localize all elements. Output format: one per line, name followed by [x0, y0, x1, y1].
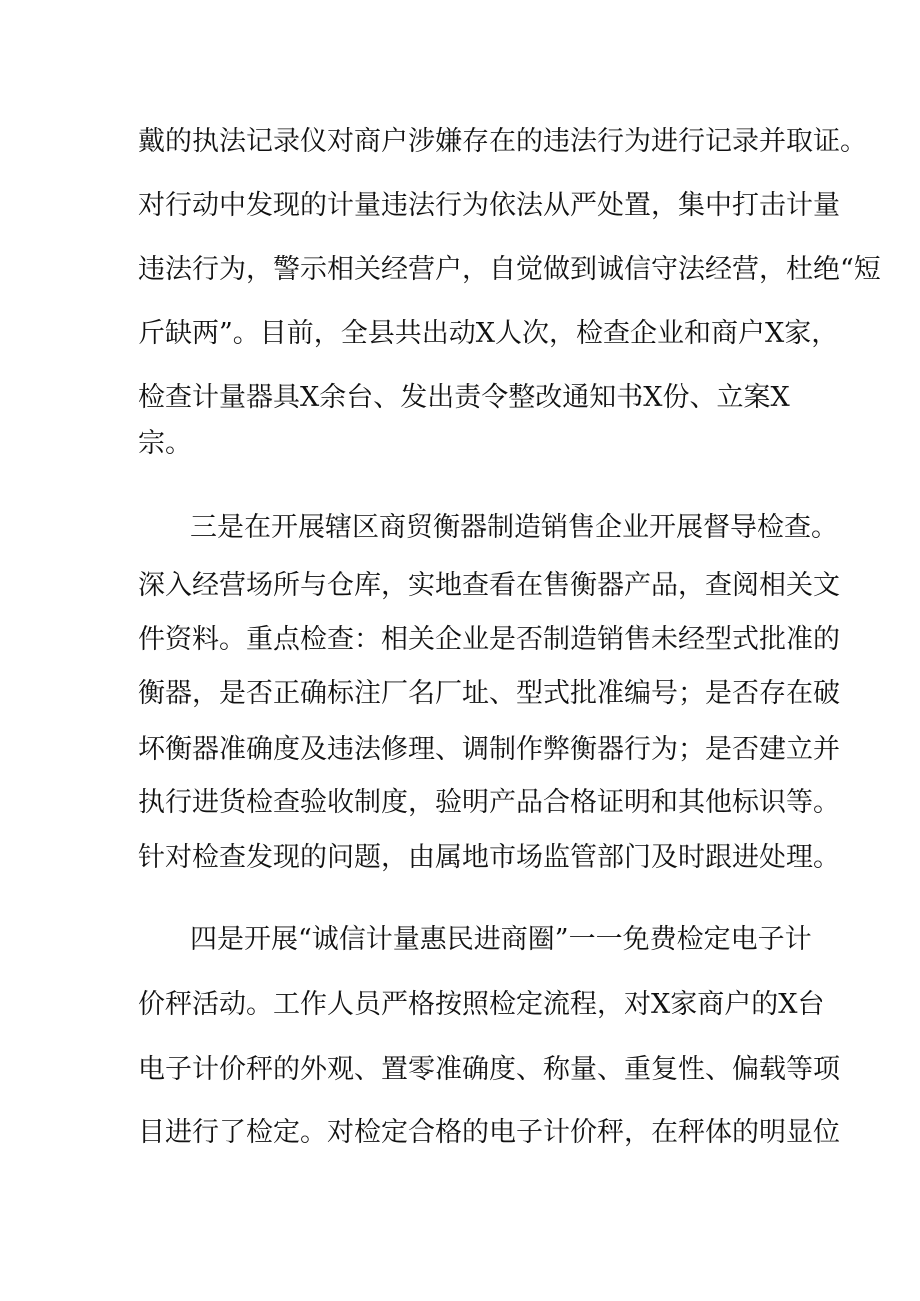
text-line: 目进行了检定。对检定合格的电子计价秤，在秤体的明显位 — [138, 1117, 840, 1148]
text-line: 坏衡器准确度及违法修理、调制作弊衡器行为；是否建立并 — [138, 734, 840, 765]
text-line: 戴的执法记录仪对商户涉嫌存在的违法行为进行记录并取证。 — [138, 126, 867, 157]
paragraph-first-line: 四是开展“诚信计量惠民进商圈”一一免费检定电子计 — [190, 924, 812, 955]
text-line: 件资料。重点检查：相关企业是否制造销售未经型式批准的 — [138, 624, 840, 655]
text-line: 深入经营场所与仓库，实地查看在售衡器产品，查阅相关文 — [138, 570, 840, 601]
text-line: 违法行为，警示相关经营户，自觉做到诚信守法经营，杜绝“短 — [138, 254, 881, 285]
text-line: 针对检查发现的问题，由属地市场监管部门及时跟进处理。 — [138, 842, 840, 873]
text-line: 对行动中发现的计量违法行为依法从严处置，集中打击计量 — [138, 190, 840, 221]
text-line: 宗。 — [138, 428, 192, 459]
text-line: 价秤活动。工作人员严格按照检定流程，对X家商户的X台 — [138, 989, 825, 1020]
text-line: 衡器，是否正确标注厂名厂址、型式批准编号；是否存在破 — [138, 678, 840, 709]
text-line: 斤缺两”。目前，全县共出动X人次，检查企业和商户X家， — [138, 318, 839, 349]
paragraph-first-line: 三是在开展辖区商贸衡器制造销售企业开展督导检查。 — [190, 512, 838, 543]
text-line: 电子计价秤的外观、置零准确度、称量、重复性、偏载等项 — [138, 1054, 840, 1085]
text-line: 执行进货检查验收制度，验明产品合格证明和其他标识等。 — [138, 787, 840, 818]
text-line: 检查计量器具X余台、发出责令整改通知书X份、立案X — [138, 382, 790, 413]
